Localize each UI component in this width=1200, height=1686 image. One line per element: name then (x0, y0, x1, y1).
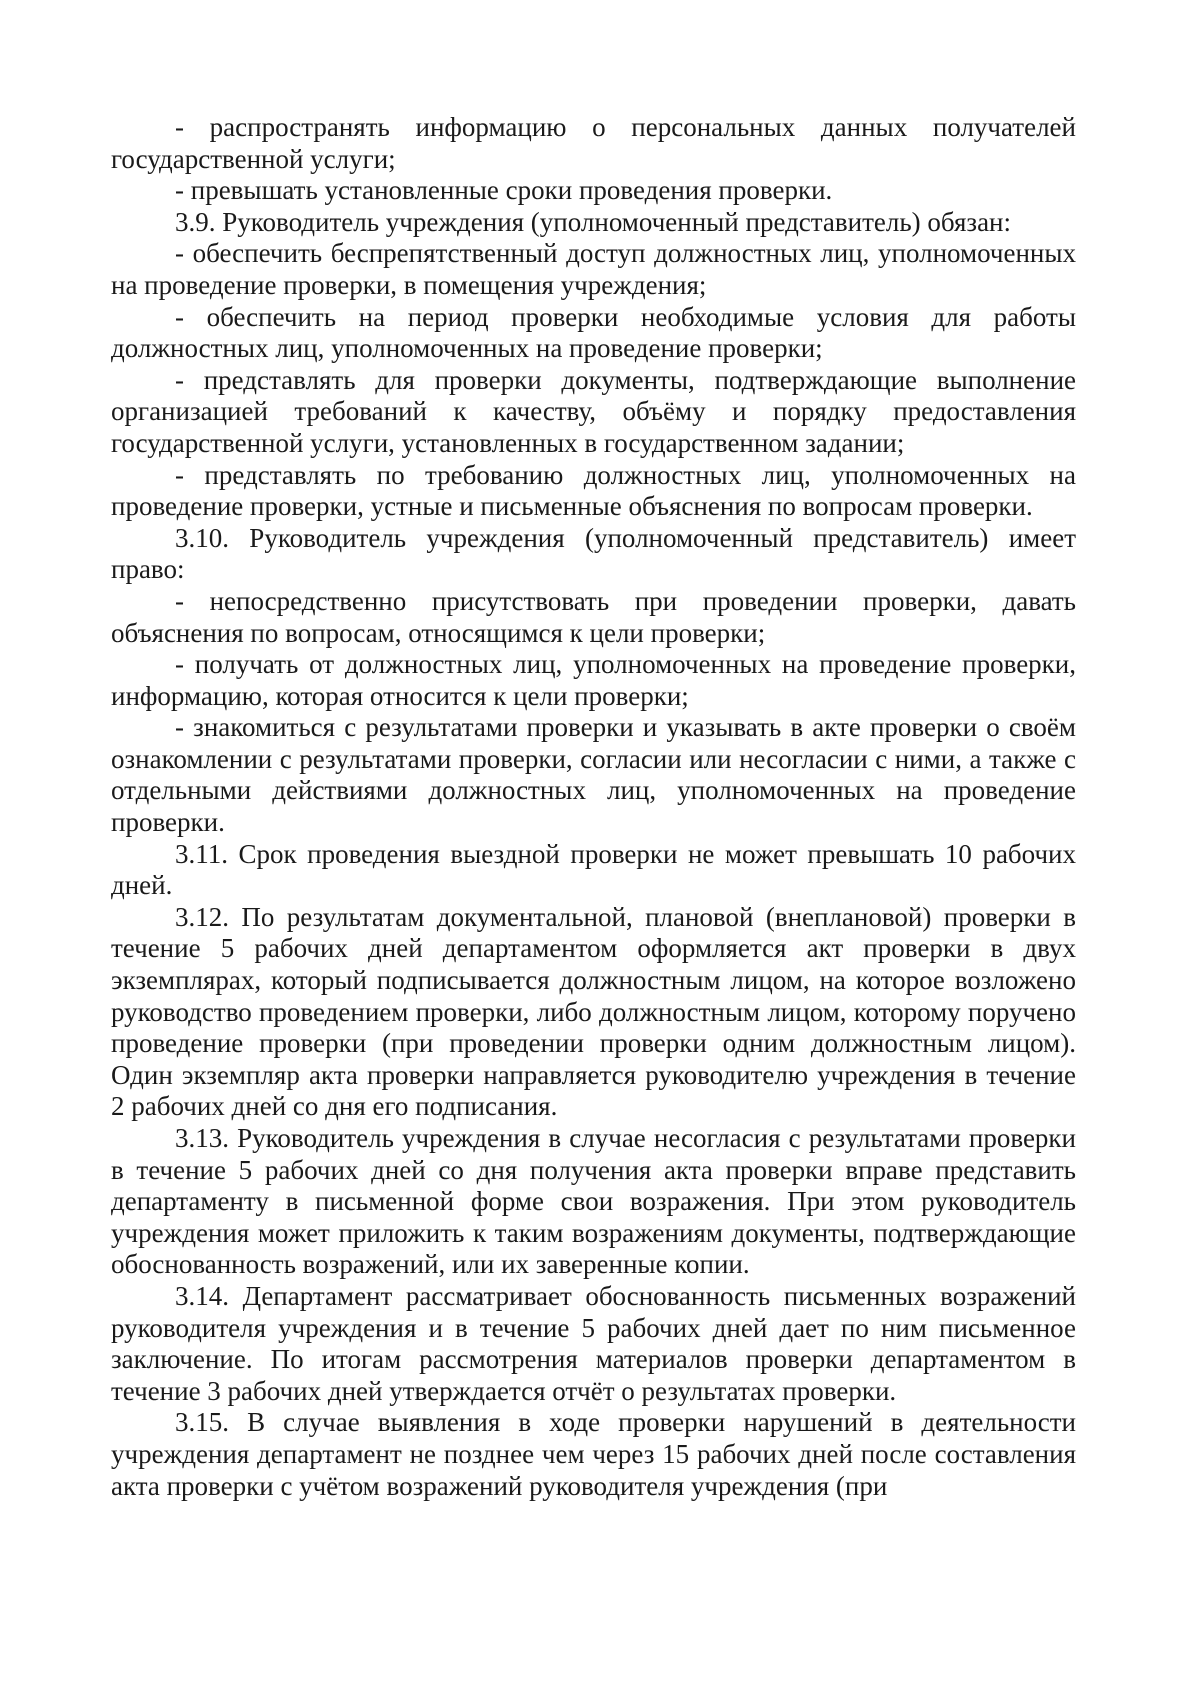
paragraph-3-10-heading: 3.10. Руководитель учреждения (уполномоченный представитель) имеет право: (111, 522, 1076, 585)
paragraph-3-11: 3.11. Срок проведения выездной проверки не может превышать 10 рабочих дней. (111, 838, 1076, 901)
paragraph-receive-information: - получать от должностных лиц, уполномоченных на проведение проверки, информацию, которая относится к цели проверки; (111, 649, 1076, 711)
paragraph-3-14: 3.14. Департамент рассматривает обоснованность письменных возражений руководителя учреждения и в течение 5 рабочих дней дает по ним письменное заключение. По итогам рассмотрения материалов проверки департаментом в течение 3 рабочих дней утверждается отчёт о результатах проверки. (111, 1280, 1076, 1406)
paragraph-3-9-heading: 3.9. Руководитель учреждения (уполномоченный представитель) обязан: (175, 206, 1011, 237)
paragraph-3-15: 3.15. В случае выявления в ходе проверки нарушений в деятельности учреждения департамент не позднее чем через 15 рабочих дней после составления акта проверки с учётом возражений руководителя учреждения (при (111, 1407, 1076, 1501)
paragraph-exceed-deadlines: - превышать установленные сроки проведения проверки. (175, 175, 833, 206)
document-body (111, 112, 1076, 1502)
paragraph-ensure-access: - обеспечить беспрепятственный доступ должностных лиц, уполномоченных на проведение проверки, в помещения учреждения; (111, 238, 1076, 300)
paragraph-provide-documents: - представлять для проверки документы, подтверждающие выполнение организацией требований к качеству, объёму и порядку предоставления государственной услуги, установленных в государственном задании; (111, 364, 1076, 458)
paragraph-ensure-conditions: - обеспечить на период проверки необходимые условия для работы должностных лиц, уполномоченных на проведение проверки; (111, 301, 1076, 364)
paragraph-be-present: - непосредственно присутствовать при проведении проверки, давать объяснения по вопросам, относящимся к цели проверки; (111, 585, 1076, 648)
paragraph-provide-explanations: - представлять по требованию должностных лиц, уполномоченных на проведение проверки, устные и письменные объяснения по вопросам проверки. (111, 459, 1076, 522)
paragraph-3-13: 3.13. Руководитель учреждения в случае несогласия с результатами проверки в течение 5 рабочих дней со дня получения акта проверки вправе представить департаменту в письменной форме свои возражения. При этом руководитель учреждения может приложить к таким возражениям документы, подтверждающие обоснованность возражений, или их заверенные копии. (111, 1123, 1076, 1280)
paragraph-distribute-personal-data: - распространять информацию о персональных данных получателей государственной услуги; (111, 112, 1076, 174)
paragraph-review-results: - знакомиться с результатами проверки и указывать в акте проверки о своём ознакомлении с результатами проверки, согласии или несогласии с ними, а также с отдельными действиями должностных лиц, уполномоченных на проведение проверки. (111, 712, 1076, 838)
paragraph-3-12: 3.12. По результатам документальной, плановой (внеплановой) проверки в течение 5 рабочих дней департаментом оформляется акт проверки в двух экземплярах, который подписывается должностным лицом, на которое возложено руководство проведением проверки, либо должностным лицом, которому поручено проведение проверки (при проведении проверки одним должностным лицом). Один экземпляр акта проверки направляется руководителю учреждения в течение 2 рабочих дней со дня его подписания. (111, 901, 1076, 1122)
